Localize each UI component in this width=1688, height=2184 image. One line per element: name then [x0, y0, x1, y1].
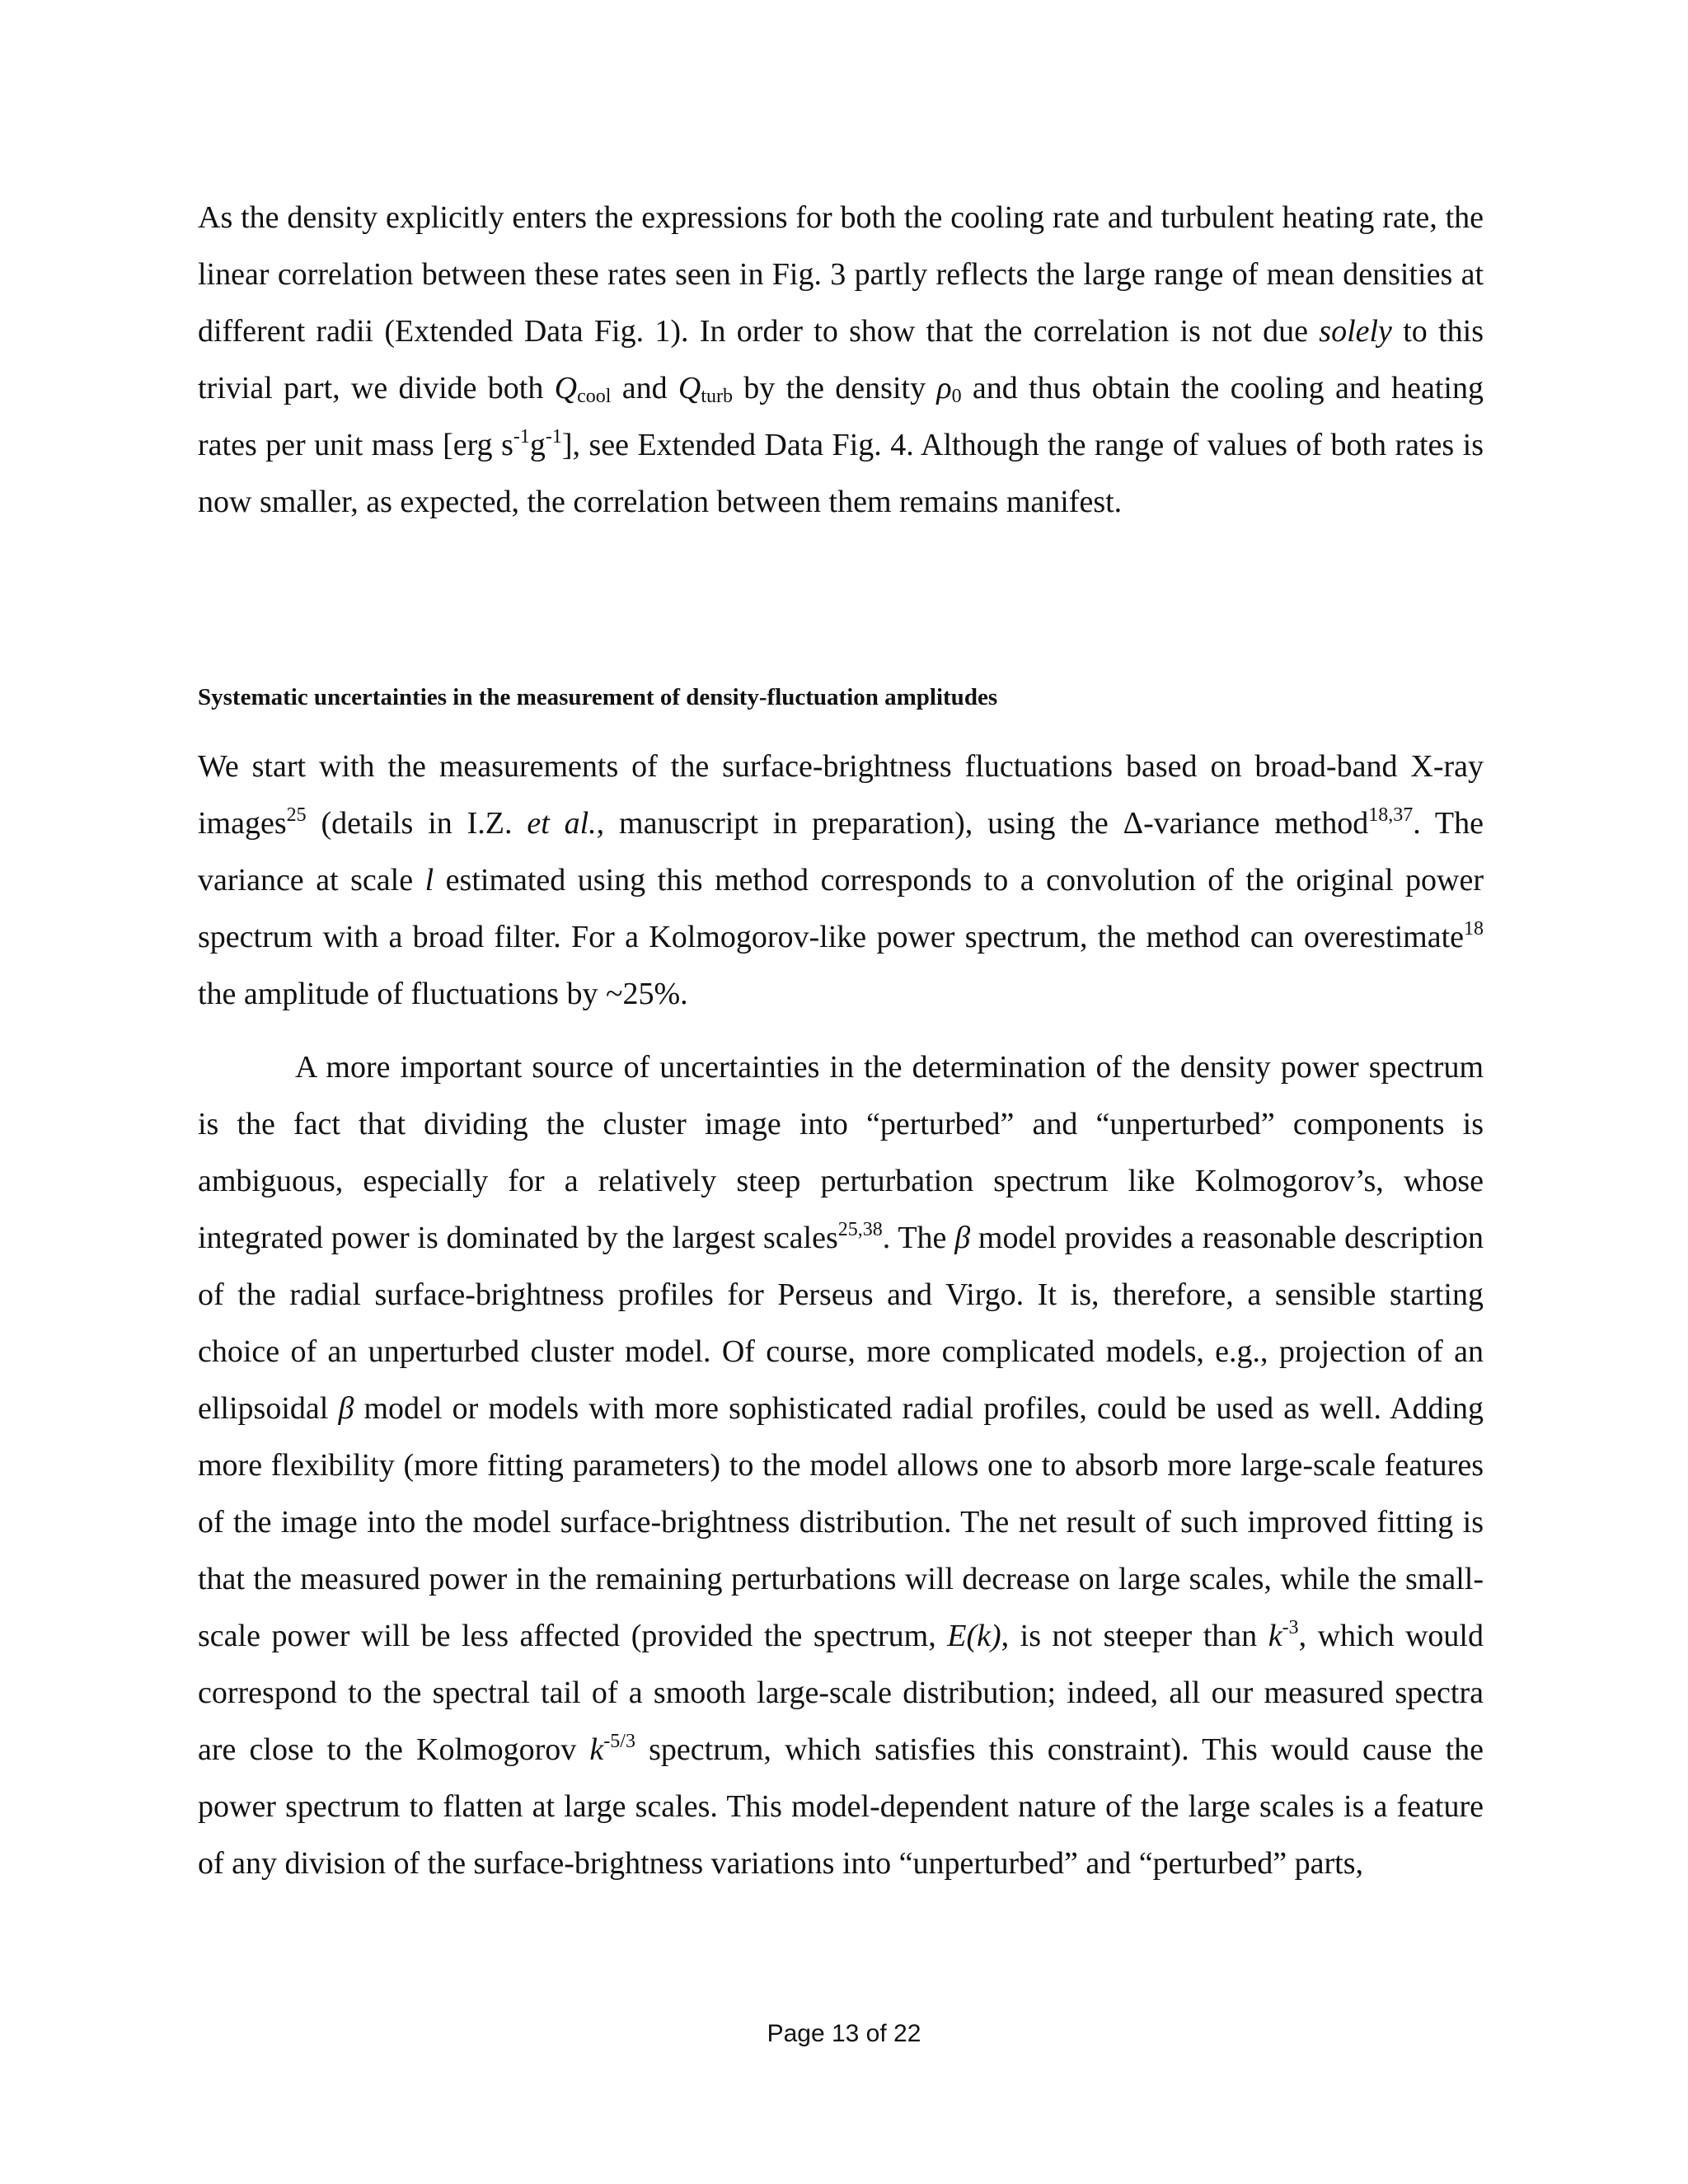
text: the amplitude of fluctuations by ~25%. — [198, 977, 688, 1011]
paragraph-surface-brightness-measurement — [198, 738, 1484, 1023]
text: model provides a reasonable description of the radial surface-brightness profiles for Perseus and Virgo. It is, therefore, a sensible starting choice of an unperturbed cluster model. Of course, more complicated models, e.g., projection of an ellipsoidal — [198, 1221, 1484, 1426]
exponent: -3 — [1282, 1617, 1299, 1638]
reference-superscript: 18,37 — [1368, 804, 1414, 826]
text: , which would correspond to the spectral tail of a smooth large-scale distribution; indeed, all our measured spectra are close to the Kolmogorov — [198, 1619, 1484, 1767]
symbol-q-turb: Q — [678, 371, 701, 405]
symbol-q-cool: Q — [554, 371, 578, 405]
subscript-cool: cool — [577, 386, 612, 407]
text: by the density — [733, 371, 937, 405]
symbol-k: k — [1268, 1619, 1282, 1653]
exponent: -1 — [513, 426, 530, 448]
reference-superscript: 25 — [286, 804, 307, 826]
text: , is not steeper than — [1001, 1619, 1268, 1653]
subscript-turb: turb — [701, 386, 733, 407]
section-heading: Systematic uncertainties in the measurement of density-fluctuation amplitudes — [198, 684, 998, 710]
text: spectrum, which satisfies this constraint). This would cause the power spectrum to flatten at large scales. This model-dependent nature of the large scales is a feature of any division of the surface-brightness variations into “unperturbed” and “perturbed” parts, — [198, 1732, 1484, 1881]
reference-superscript: 25,38 — [837, 1219, 883, 1240]
text: . The — [882, 1221, 955, 1255]
exponent: -1 — [545, 426, 562, 448]
emphasis-solely: solely — [1319, 314, 1392, 349]
reference-superscript: 18 — [1464, 918, 1484, 940]
text: to this trivial part, we divide both — [198, 314, 1484, 405]
symbol-beta: β — [338, 1391, 354, 1426]
text: g — [529, 428, 546, 462]
symbol-l: l — [424, 863, 434, 898]
paragraph-power-spectrum-uncertainties — [198, 1039, 1484, 1892]
emphasis-et-al: et al. — [527, 806, 597, 841]
text: and thus obtain the cooling and heating rates per unit mass [erg s — [198, 371, 1484, 462]
text: . The variance at scale — [198, 806, 1484, 898]
text: A more important source of uncertainties in the determination of the density power spectrum is the fact that dividing the cluster image into “perturbed” and “unperturbed” components is ambiguous, especially for a relatively steep perturbation spectrum like Kolmogorov’s, whose integrated power is dominated by the largest scales — [198, 1050, 1484, 1255]
text: estimated using this method corresponds to a convolution of the original power spectrum with a broad filter. For a Kolmogorov-like power spectrum, the method can overestimate — [198, 863, 1484, 954]
symbol-e-of-k: E(k) — [947, 1619, 1001, 1653]
symbol-rho: ρ — [936, 371, 952, 405]
page-number-footer: Page 13 of 22 — [767, 2020, 921, 2047]
symbol-beta: β — [954, 1221, 971, 1255]
text: We start with the measurements of the surface-brightness fluctuations based on broad-band X-ray images — [198, 749, 1484, 841]
subscript-zero: 0 — [951, 386, 962, 407]
text: and — [611, 371, 678, 405]
text: , manuscript in preparation), using the Δ-variance method — [596, 806, 1369, 841]
exponent: -5/3 — [603, 1731, 635, 1752]
symbol-k: k — [589, 1732, 604, 1767]
text: (details in I.Z. — [306, 806, 528, 841]
text: As the density explicitly enters the expressions for both the cooling rate and turbulent heating rate, the linear correlation between these rates seen in Fig. 3 partly reflects the large range of mean densities at different radii (Extended Data Fig. 1). In order to show that the correlation is not due — [198, 200, 1484, 349]
text: model or models with more sophisticated radial profiles, could be used as well. Adding more flexibility (more fitting parameters) to the model allows one to absorb more large-scale features of the image into the model surface-brightness distribution. The net result of such improved fitting is that the measured power in the remaining perturbations will decrease on large scales, while the small-scale power will be less affected (provided the spectrum, — [198, 1391, 1484, 1653]
text: ], see Extended Data Fig. 4. Although the range of values of both rates is now smaller, as expected, the correlation between them remains manifest. — [198, 428, 1484, 519]
paragraph-cooling-heating-correlation — [198, 190, 1484, 531]
